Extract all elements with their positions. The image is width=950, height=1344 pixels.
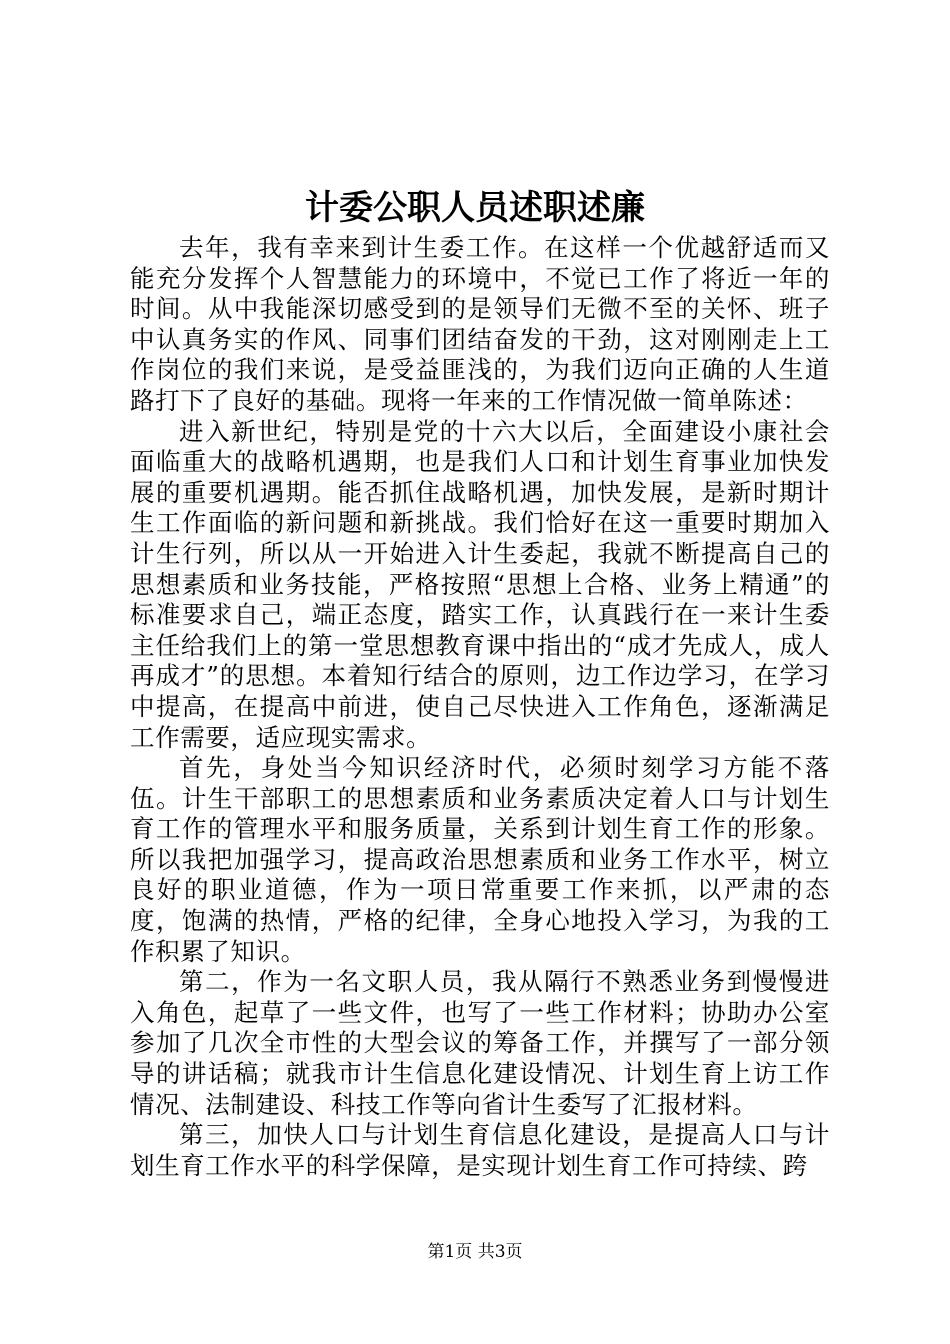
- paragraph-intro: 去年，我有幸来到计生委工作。在这样一个优越舒适而又能充分发挥个人智慧能力的环境中，不觉已工作了将近一年的时间。从中我能深切感受到的是领导们无微不至的关怀、班子中认真务实的作风、同事们团结奋发的干劲，这对刚刚走上工作岗位的我们来说，是受益匪浅的，为我们迈向正确的人生道路打下了良好的基础。现将一年来的工作情况做一简单陈述：: [130, 233, 830, 415]
- document-title: 计委公职人员述职述廉: [305, 188, 645, 228]
- paragraph-second: 第二，作为一名文职人员，我从隔行不熟悉业务到慢慢进入角色，起草了一些文件，也写了一些工作材料；协助办公室参加了几次全市性的大型会议的筹备工作，并撰写了一部分领导的讲话稿；就我市计生信息化建设情况、计划生育上访工作情况、法制建设、科技工作等向省计生委写了汇报材料。: [130, 967, 830, 1119]
- paragraph-third: 第三，加快人口与计划生育信息化建设，是提高人口与计划生育工作水平的科学保障，是实现计划生育工作可持续、跨: [130, 1120, 830, 1180]
- document-body: [130, 233, 830, 1181]
- paragraph-first: 首先，身处当今知识经济时代，必须时刻学习方能不落伍。计生干部职工的思想素质和业务素质决定着人口与计划生育工作的管理水平和服务质量，关系到计划生育工作的形象。所以我把加强学习，提高政治思想素质和业务工作水平，树立良好的职业道德，作为一项日常重要工作来抓，以严肃的态度，饱满的热情，严格的纪律，全身心地投入学习，为我的工作积累了知识。: [130, 753, 830, 966]
- page-number-footer: 第1页 共3页: [427, 1242, 523, 1262]
- paragraph-new-century: 进入新世纪，特别是党的十六大以后，全面建设小康社会面临重大的战略机遇期，也是我们人口和计划生育事业加快发展的重要机遇期。能否抓住战略机遇，加快发展，是新时期计生工作面临的新问题和新挑战。我们恰好在这一重要时期加入计生行列，所以从一开始进入计生委起，我就不断提高自己的思想素质和业务技能，严格按照“思想上合格、业务上精通”的标准要求自己，端正态度，踏实工作，认真践行在一来计生委主任给我们上的第一堂思想教育课中指出的“成才先成人，成人再成才”的思想。本着知行结合的原则，边工作边学习，在学习中提高，在提高中前进，使自己尽快进入工作角色，逐渐满足工作需要，适应现实需求。: [130, 416, 830, 752]
